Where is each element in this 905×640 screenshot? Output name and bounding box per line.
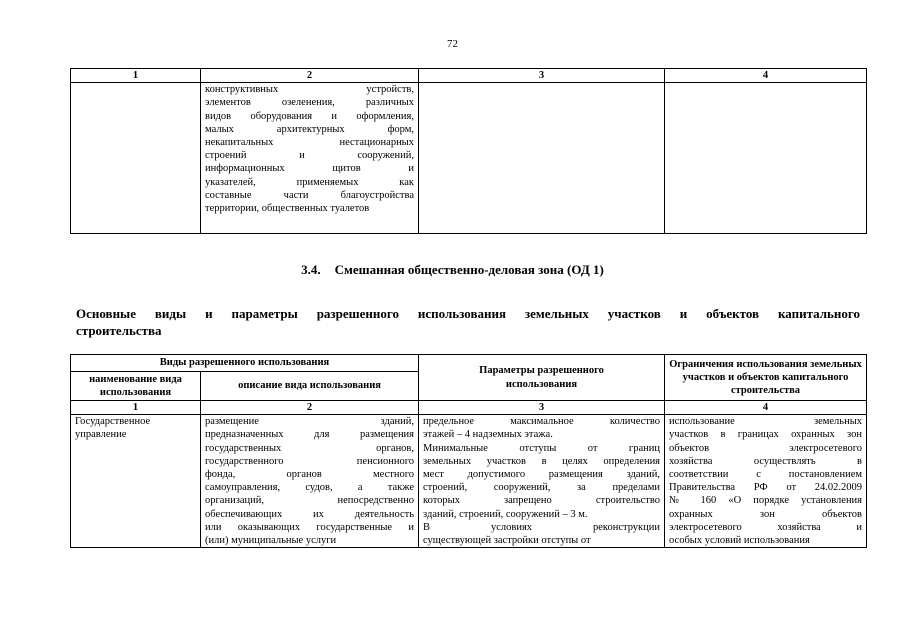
column-number: 3 [419, 69, 665, 83]
text-line: указателей, применяемых как [205, 176, 414, 188]
column-number: 2 [201, 401, 419, 415]
column-header-restrictions: Ограничения использования земельных участков и объектов капитального строительства [665, 355, 867, 401]
cell-parameters [419, 83, 665, 234]
text-line: (или) муниципальные услуги [205, 535, 337, 547]
text-line: Минимальные отступы от границ [423, 442, 661, 454]
text-line: государственных органов, [205, 442, 415, 454]
text-line: объектов электросетевого [669, 442, 863, 454]
caption-line: Основные виды и параметры разрешенного использования земельных участков и объектов капитального [76, 306, 860, 321]
text-line: электросетевого хозяйства и [669, 521, 863, 533]
text-line: № 160 «О порядке установления [669, 495, 863, 507]
text-line: государственного пенсионного [205, 455, 415, 467]
column-number: 4 [665, 401, 867, 415]
text-line: соответствии с постановлением [669, 469, 863, 481]
column-header-description: описание вида использования [201, 372, 419, 401]
text-line: этажей – 4 надземных этажа. [423, 429, 553, 441]
text-line: элементов озеленения, различных [205, 97, 414, 109]
section-heading [0, 262, 905, 278]
column-header-name: наименование вида использования [71, 372, 201, 401]
continuation-table [70, 68, 867, 234]
column-number: 4 [665, 69, 867, 83]
table-row [71, 83, 867, 234]
cell-name [71, 415, 201, 548]
text-line: особых условий использования [669, 535, 810, 547]
text-line: Правительства РФ от 24.02.2009 [669, 482, 863, 494]
text-line: составные части благоустройства [205, 189, 414, 201]
caption-line: строительства [76, 323, 162, 338]
page-number: 72 [447, 38, 458, 50]
text-line: существующей застройки отступы от [423, 535, 591, 547]
text-line: территории, общественных туалетов [205, 203, 370, 215]
text-line: управление [75, 429, 127, 441]
text-line: предельное максимальное количество [423, 416, 661, 428]
text-line: фонда, органов местного [205, 469, 415, 481]
text-line: которых запрещено строительство [423, 495, 661, 507]
cell-description [201, 83, 419, 234]
cell-restrictions [665, 415, 867, 548]
text-line: охранных зон объектов [669, 508, 863, 520]
group-header: Виды разрешенного использования [71, 355, 419, 372]
cell-description [201, 415, 419, 548]
text-line: участков в границах охранных зон [669, 429, 863, 441]
text-line: самоуправления, судов, а также [205, 482, 415, 494]
text-line: видов оборудования и оформления, [205, 110, 414, 122]
table-caption [76, 305, 860, 339]
text-line: информационных щитов и [205, 163, 414, 175]
text-line: конструктивных устройств, [205, 84, 414, 96]
text-line: земельных участков в целях определения [423, 455, 661, 467]
column-number: 1 [71, 401, 201, 415]
text-line: организаций, непосредственно [205, 495, 415, 507]
text-line: зданий, строений, сооружений – 3 м. [423, 508, 588, 520]
column-number: 2 [201, 69, 419, 83]
text-line: строений, сооружений, за пределами [423, 482, 661, 494]
table-row [71, 415, 867, 548]
cell-parameters [419, 415, 665, 548]
text-line: или оказывающих государственные и [205, 521, 415, 533]
text-line: обеспечивающих их деятельность [205, 508, 415, 520]
cell-restrictions [665, 83, 867, 234]
text-line: строений и сооружений, [205, 150, 414, 162]
text-line: предназначенных для размещения [205, 429, 415, 441]
text-line: использование земельных [669, 416, 863, 428]
text-line: Государственное [75, 416, 151, 428]
zone-uses-table [70, 354, 867, 548]
column-number-row [71, 69, 867, 83]
text-line: малых архитектурных форм, [205, 123, 414, 135]
column-number-row [71, 401, 867, 415]
cell-name [71, 83, 201, 234]
text-line: мест допустимого размещения зданий, [423, 469, 661, 481]
text-line: размещение зданий, [205, 416, 415, 428]
section-number: 3.4. [301, 262, 321, 277]
text-line: некапитальных нестационарных [205, 137, 414, 149]
text-line: хозяйства осуществлять в [669, 455, 863, 467]
column-header-parameters: Параметры разрешенного использования [419, 355, 665, 401]
column-number: 3 [419, 401, 665, 415]
section-title: Смешанная общественно-деловая зона (ОД 1) [334, 262, 604, 277]
text-line: В условиях реконструкции [423, 521, 661, 533]
header-row [71, 355, 867, 372]
column-number: 1 [71, 69, 201, 83]
